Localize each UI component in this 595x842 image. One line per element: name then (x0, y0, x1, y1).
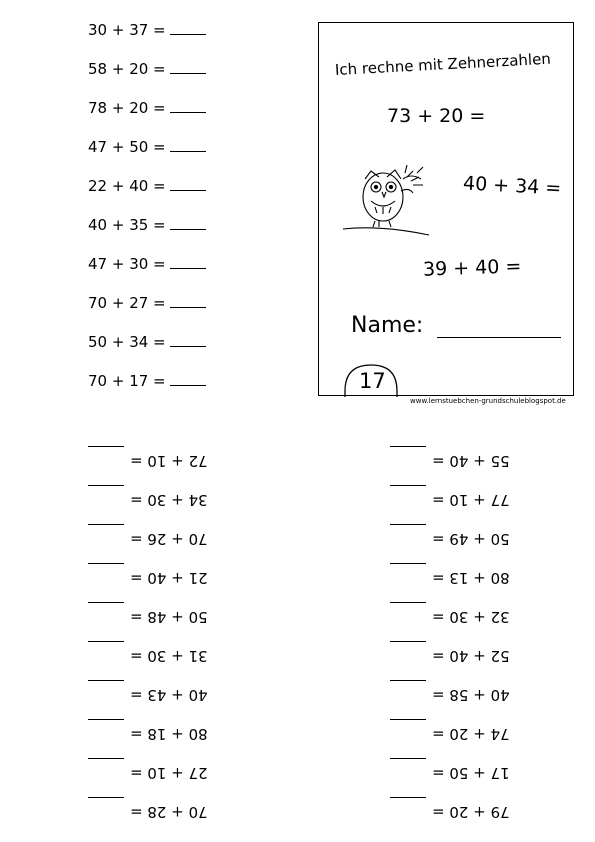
answer-blank[interactable] (390, 446, 426, 447)
answer-blank[interactable] (390, 680, 426, 681)
exercise-text-flipped: 55 + 40 = (432, 452, 510, 470)
exercise-text-flipped: 50 + 48 = (130, 608, 208, 626)
owl-icon (341, 157, 431, 239)
exercise-row (88, 215, 206, 234)
card-task-2: 40 + 34 = (462, 172, 562, 200)
answer-blank[interactable] (88, 680, 124, 681)
exercise-row (88, 371, 206, 390)
exercise-text-flipped: 70 + 26 = (130, 530, 208, 548)
answer-blank[interactable] (88, 485, 124, 486)
exercise-text: 50 + 34 = (88, 333, 166, 351)
exercise-text-flipped: 80 + 18 = (130, 725, 208, 743)
exercise-text: 30 + 37 = (88, 21, 166, 39)
exercise-text-flipped: 17 + 50 = (432, 764, 510, 782)
answer-blank[interactable] (390, 797, 426, 798)
answer-blank[interactable] (88, 524, 124, 525)
answer-blank[interactable] (170, 20, 206, 35)
exercise-row (88, 254, 206, 273)
answer-blank[interactable] (390, 602, 426, 603)
answer-blank[interactable] (390, 719, 426, 720)
answer-blank[interactable] (170, 137, 206, 152)
exercise-text-flipped: 77 + 10 = (432, 491, 510, 509)
exercise-text-flipped: 40 + 43 = (130, 686, 208, 704)
exercise-row (88, 59, 206, 78)
answer-blank[interactable] (88, 563, 124, 564)
card-task-3: 39 + 40 = (422, 255, 522, 281)
exercise-text: 70 + 17 = (88, 372, 166, 390)
exercise-row (88, 293, 206, 312)
answer-blank[interactable] (88, 446, 124, 447)
answer-blank[interactable] (390, 563, 426, 564)
answer-blank[interactable] (170, 371, 206, 386)
answer-blank[interactable] (390, 641, 426, 642)
exercise-text-flipped: 31 + 30 = (130, 647, 208, 665)
answer-blank[interactable] (390, 485, 426, 486)
exercise-row (88, 332, 206, 351)
exercise-text-flipped: 50 + 49 = (432, 530, 510, 548)
answer-blank[interactable] (170, 98, 206, 113)
exercise-text: 40 + 35 = (88, 216, 166, 234)
exercise-text: 58 + 20 = (88, 60, 166, 78)
exercise-text-flipped: 79 + 20 = (432, 803, 510, 821)
answer-blank[interactable] (170, 59, 206, 74)
exercise-text: 47 + 30 = (88, 255, 166, 273)
exercise-text-flipped: 70 + 28 = (130, 803, 208, 821)
exercise-text-flipped: 40 + 58 = (432, 686, 510, 704)
exercise-row (88, 176, 206, 195)
answer-blank[interactable] (170, 293, 206, 308)
exercise-text-flipped: 27 + 10 = (130, 764, 208, 782)
exercise-text-flipped: 80 + 13 = (432, 569, 510, 587)
worksheet-card (318, 22, 574, 396)
answer-blank[interactable] (88, 797, 124, 798)
exercise-text-flipped: 72 + 10 = (130, 452, 208, 470)
exercise-row (88, 20, 206, 39)
exercise-text-flipped: 74 + 20 = (432, 725, 510, 743)
exercise-text-flipped: 32 + 30 = (432, 608, 510, 626)
answer-blank[interactable] (170, 332, 206, 347)
card-title: Ich rechne mit Zehnerzahlen (334, 49, 552, 79)
answer-blank[interactable] (170, 176, 206, 191)
exercise-text: 22 + 40 = (88, 177, 166, 195)
exercise-text-flipped: 52 + 40 = (432, 647, 510, 665)
exercise-text: 78 + 20 = (88, 99, 166, 117)
exercise-row (88, 98, 206, 117)
answer-blank[interactable] (88, 758, 124, 759)
answer-blank[interactable] (88, 602, 124, 603)
exercise-row (88, 137, 206, 156)
answer-blank[interactable] (170, 254, 206, 269)
name-line (437, 337, 561, 338)
exercise-text: 47 + 50 = (88, 138, 166, 156)
card-task-1: 73 + 20 = (387, 105, 486, 127)
exercise-text-flipped: 21 + 40 = (130, 569, 208, 587)
answer-blank[interactable] (88, 641, 124, 642)
answer-blank[interactable] (88, 719, 124, 720)
source-url: www.lernstuebchen-grundschuleblogspot.de (410, 397, 566, 405)
answer-blank[interactable] (170, 215, 206, 230)
answer-blank[interactable] (390, 758, 426, 759)
exercise-text: 70 + 27 = (88, 294, 166, 312)
answer-blank[interactable] (390, 524, 426, 525)
page-number: 17 (359, 369, 386, 393)
exercise-text-flipped: 34 + 30 = (130, 491, 208, 509)
name-label: Name: (351, 313, 424, 338)
